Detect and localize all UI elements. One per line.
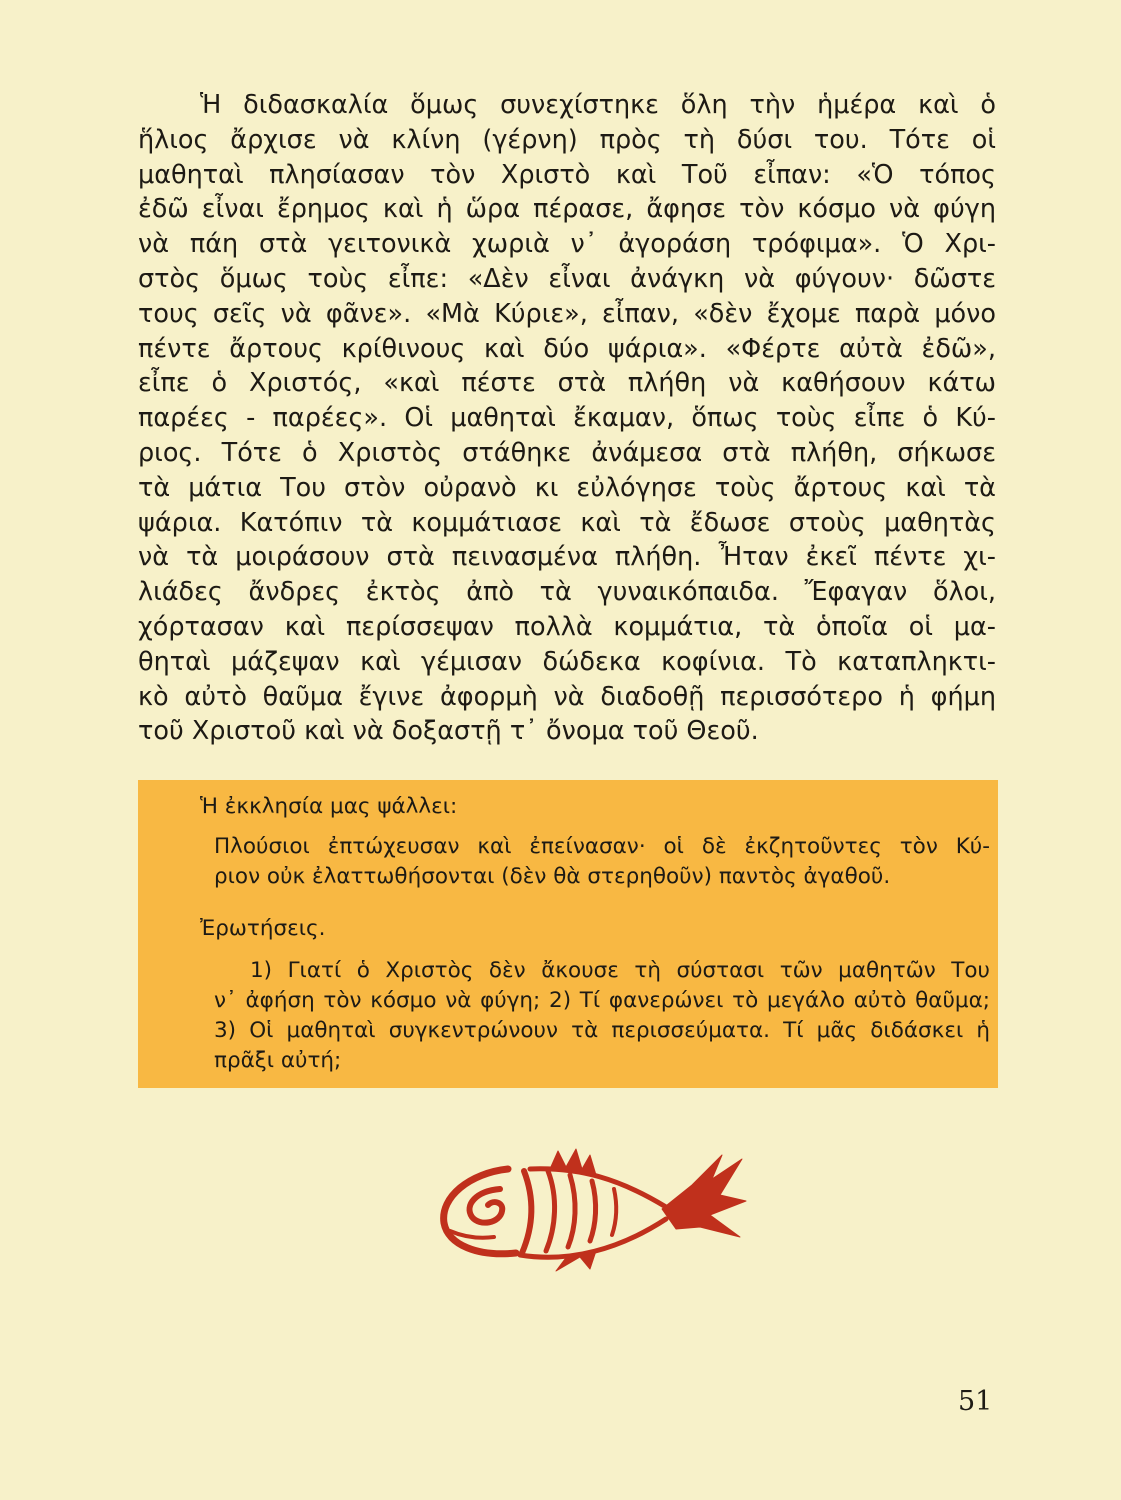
question-line: πρᾶξι αὐτή; xyxy=(214,1048,342,1073)
question-line: 3) Οἱ μαθηταὶ συγκεντρώνουν τὰ περισσεύματα. Τί μᾶς διδάσκει ἡ xyxy=(214,1018,990,1043)
questions-heading: Ἐρωτήσεις. xyxy=(200,916,326,941)
paragraph-line: νὰ τὰ μοιράσουν στὰ πεινασμένα πλήθη. Ἦταν ἐκεῖ πέντε χι- xyxy=(138,542,996,573)
paragraph-line: τους σεῖς νὰ φᾶνε». «Μὰ Κύριε», εἶπαν, «δὲν ἔχομε παρὰ μόνο xyxy=(138,298,996,329)
hymn-line: Πλούσιοι ἐπτώχευσαν καὶ ἐπείνασαν· οἱ δὲ ἐκζητοῦντες τὸν Κύ- xyxy=(214,834,990,859)
paragraph-line: στὸς ὅμως τοὺς εἶπε: «Δὲν εἶναι ἀνάγκη νὰ φύγουν· δῶστε xyxy=(138,263,996,294)
hymn-questions-box xyxy=(138,780,998,1088)
paragraph-line: ψάρια. Κατόπιν τὰ κομμάτιασε καὶ τὰ ἔδωσε στοὺς μαθητὰς xyxy=(138,507,996,538)
paragraph-line: θηταὶ μάζεψαν καὶ γέμισαν δώδεκα κοφίνια. Τὸ καταπληκτι- xyxy=(138,646,996,677)
paragraph-line: χόρτασαν καὶ περίσσεψαν πολλὰ κομμάτια, τὰ ὁποῖα οἱ μα- xyxy=(138,611,996,642)
question-line: 1) Γιατί ὁ Χριστὸς δὲν ἄκουσε τὴ σύστασι τῶν μαθητῶν Του xyxy=(250,958,990,983)
main-paragraph xyxy=(138,88,996,749)
paragraph-line: λιάδες ἄνδρες ἐκτὸς ἀπὸ τὰ γυναικόπαιδα. Ἔφαγαν ὅλοι, xyxy=(138,577,996,608)
paragraph-line: μαθηταὶ πλησίασαν τὸν Χριστὸ καὶ Τοῦ εἶπαν: «Ὁ τόπος xyxy=(138,159,996,190)
paragraph-line: τὰ μάτια Του στὸν οὐρανὸ κι εὐλόγησε τοὺς ἄρτους καὶ τὰ xyxy=(138,472,996,503)
question-line: ν᾽ ἀφήση τὸν κόσμο νὰ φύγη; 2) Τί φανερώνει τὸ μεγάλο αὐτὸ θαῦμα; xyxy=(214,988,990,1013)
paragraph-line: ἥλιος ἄρχισε νὰ κλίνη (γέρνη) πρὸς τὴ δύσι του. Τότε οἱ xyxy=(138,124,996,155)
hymn-line: ριον οὐκ ἐλαττωθήσονται (δὲν θὰ στερηθοῦν) παντὸς ἀγαθοῦ. xyxy=(214,864,891,889)
paragraph-line: κὸ αὐτὸ θαῦμα ἔγινε ἀφορμὴ νὰ διαδοθῇ περισσότερο ἡ φήμη xyxy=(138,681,996,712)
page-number: 51 xyxy=(958,1386,993,1417)
paragraph-line: τοῦ Χριστοῦ καὶ νὰ δοξαστῇ τ᾽ ὄνομα τοῦ Θεοῦ. xyxy=(138,716,759,747)
paragraph-line: εἶπε ὁ Χριστός, «καὶ πέστε στὰ πλήθη νὰ καθήσουν κάτω xyxy=(138,368,996,399)
paragraph-line: πέντε ἄρτους κρίθινους καὶ δύο ψάρια». «Φέρτε αὐτὰ ἐδῶ», xyxy=(138,333,996,364)
paragraph-line: ριος. Τότε ὁ Χριστὸς στάθηκε ἀνάμεσα στὰ πλήθη, σήκωσε xyxy=(138,437,996,468)
fish-icon xyxy=(430,1145,750,1275)
hymn-heading: Ἡ ἐκκλησία μας ψάλλει: xyxy=(200,794,458,819)
paragraph-line: ἐδῶ εἶναι ἔρημος καὶ ἡ ὥρα πέρασε, ἄφησε τὸν κόσμο νὰ φύγη xyxy=(138,194,996,225)
paragraph-line: Ἡ διδασκαλία ὅμως συνεχίστηκε ὅλη τὴν ἡμέρα καὶ ὁ xyxy=(200,90,996,120)
paragraph-line: νὰ πάη στὰ γειτονικὰ χωριὰ ν᾽ ἀγοράση τρόφιμα». Ὁ Χρι- xyxy=(138,229,996,260)
paragraph-line: παρέες - παρέες». Οἱ μαθηταὶ ἔκαμαν, ὅπως τοὺς εἶπε ὁ Κύ- xyxy=(138,403,996,434)
